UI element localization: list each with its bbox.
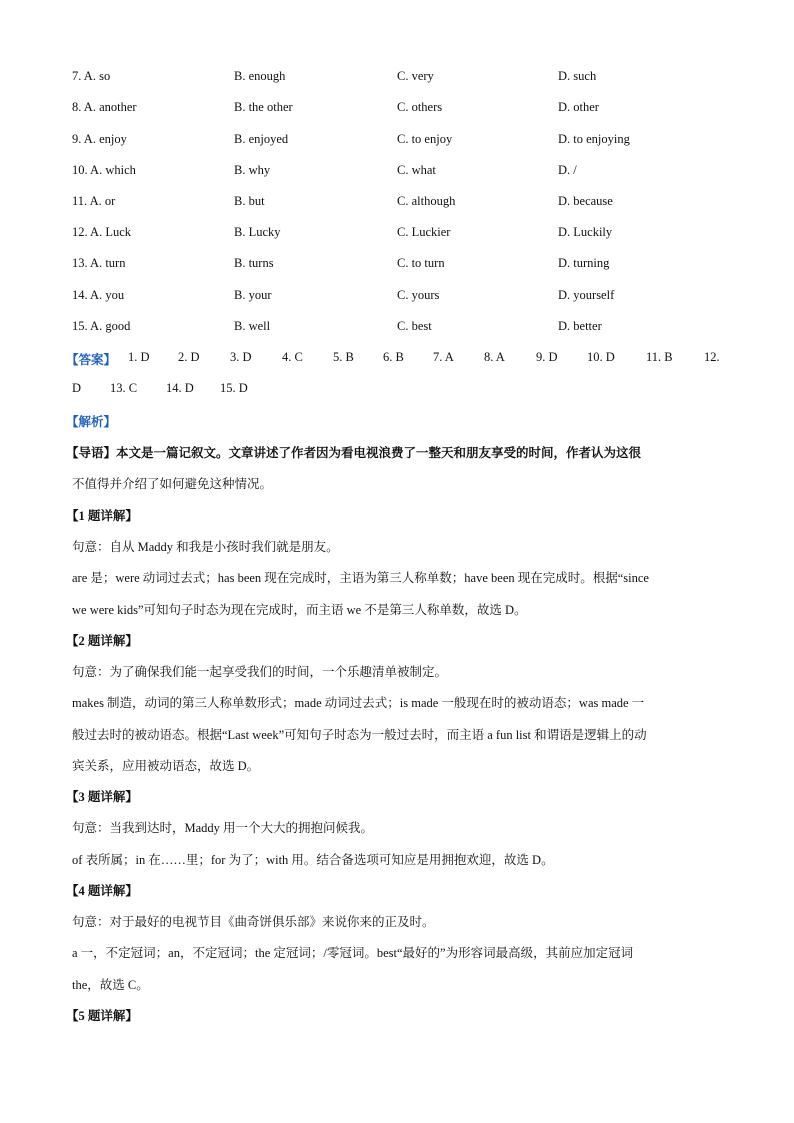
option-b: B. Lucky: [234, 225, 281, 239]
option-d: D. such: [558, 69, 597, 83]
analysis-label: 【解析】: [66, 415, 117, 429]
option-b: B. enough: [234, 69, 286, 83]
option-c: C. to enjoy: [397, 132, 453, 146]
answer-item: 13. C: [110, 381, 138, 395]
option-row-10: [72, 163, 732, 183]
answer-key-row: [66, 350, 726, 370]
answer-item: 10. D: [587, 350, 615, 364]
q2-explanation-3: 宾关系，应用被动语态，故选 D。: [72, 759, 260, 773]
option-b: B. turns: [234, 256, 274, 270]
answer-item: 6. B: [383, 350, 404, 364]
option-d: D. because: [558, 194, 613, 208]
option-d: D. yourself: [558, 288, 615, 302]
answer-key-row-2: [72, 381, 732, 401]
answer-item: 3. D: [230, 350, 252, 364]
q1-meaning: 句意：自从 Maddy 和我是小孩时我们就是朋友。: [72, 540, 339, 554]
option-a: 9. A. enjoy: [72, 132, 127, 146]
option-c: C. what: [397, 163, 436, 177]
answer-item: 14. D: [166, 381, 194, 395]
option-row-12: [72, 225, 732, 245]
option-b: B. enjoyed: [234, 132, 289, 146]
q4-explanation: a 一，不定冠词；an，不定冠词；the 定冠词；/零冠词。best“最好的”为形容词最高级，其前应加定冠词: [72, 946, 634, 960]
option-row-14: [72, 288, 732, 308]
q3-title: 【3 题详解】: [66, 790, 138, 804]
option-a: 13. A. turn: [72, 256, 126, 270]
option-c: C. best: [397, 319, 432, 333]
q5-title: 【5 题详解】: [66, 1009, 138, 1023]
option-row-15: [72, 319, 732, 339]
option-c: C. yours: [397, 288, 440, 302]
answer-item: 5. B: [333, 350, 354, 364]
option-d: D. other: [558, 100, 599, 114]
option-d: D. Luckily: [558, 225, 613, 239]
answer-item: D: [72, 381, 82, 395]
answer-item: 15. D: [220, 381, 248, 395]
option-row-11: [72, 194, 732, 214]
option-a: 15. A. good: [72, 319, 131, 333]
intro-line: [66, 443, 721, 461]
option-b: B. the other: [234, 100, 293, 114]
option-b: B. but: [234, 194, 265, 208]
option-a: 14. A. you: [72, 288, 125, 302]
option-row-7: [72, 69, 732, 89]
q2-explanation-2: 般过去时的被动语态。根据“Last week”可知句子时态为一般过去时，而主语 a fun list 和谓语是逻辑上的动: [72, 728, 647, 742]
answer-item: 11. B: [646, 350, 673, 364]
option-row-8: [72, 100, 732, 120]
q1-title: 【1 题详解】: [66, 509, 138, 523]
q1-explanation-2: we were kids”可知句子时态为现在完成时，而主语 we 不是第三人称单数，故选 D。: [72, 603, 527, 617]
q4-explanation-2: the，故选 C。: [72, 978, 149, 992]
option-c: C. to turn: [397, 256, 445, 270]
option-a: 7. A. so: [72, 69, 111, 83]
option-c: C. very: [397, 69, 434, 83]
option-c: C. others: [397, 100, 443, 114]
q2-title: 【2 题详解】: [66, 634, 138, 648]
option-row-9: [72, 132, 732, 152]
q1-explanation: are 是；were 动词过去式；has been 现在完成时，主语为第三人称单数；have been 现在完成时。根据“since: [72, 571, 649, 585]
answer-item: 7. A: [433, 350, 454, 364]
answer-item: 12.: [704, 350, 720, 364]
intro-text: 【导语】本文是一篇记叙文。文章讲述了作者因为看电视浪费了一整天和朋友享受的时间，作者认为这很: [66, 446, 642, 460]
answer-item: 2. D: [178, 350, 200, 364]
option-c: C. Luckier: [397, 225, 451, 239]
option-b: B. your: [234, 288, 272, 302]
option-d: D. /: [558, 163, 577, 177]
q4-title: 【4 题详解】: [66, 884, 138, 898]
q3-explanation: of 表所属；in 在……里；for 为了；with 用。结合备选项可知应是用拥抱欢迎，故选 D。: [72, 853, 554, 867]
q2-explanation: makes 制造，动词的第三人称单数形式；made 动词过去式；is made 一般现在时的被动语态；was made 一: [72, 696, 645, 710]
option-b: B. why: [234, 163, 271, 177]
option-a: 11. A. or: [72, 194, 116, 208]
q4-meaning: 句意：对于最好的电视节目《曲奇饼俱乐部》来说你来的正及时。: [72, 915, 435, 929]
option-a: 10. A. which: [72, 163, 136, 177]
q2-meaning: 句意：为了确保我们能一起享受我们的时间，一个乐趣清单被制定。: [72, 665, 448, 679]
option-a: 12. A. Luck: [72, 225, 132, 239]
answer-label: 【答案】: [66, 353, 117, 367]
answer-item: 1. D: [128, 350, 150, 364]
option-b: B. well: [234, 319, 271, 333]
answer-item: 9. D: [536, 350, 558, 364]
q3-meaning: 句意：当我到达时，Maddy 用一个大大的拥抱问候我。: [72, 821, 374, 835]
option-row-13: [72, 256, 732, 276]
option-d: D. better: [558, 319, 602, 333]
option-c: C. although: [397, 194, 456, 208]
option-d: D. to enjoying: [558, 132, 630, 146]
intro-line-2: 不值得并介绍了如何避免这种情况。: [72, 477, 273, 491]
answer-item: 8. A: [484, 350, 505, 364]
option-d: D. turning: [558, 256, 610, 270]
option-a: 8. A. another: [72, 100, 137, 114]
answer-item: 4. C: [282, 350, 303, 364]
